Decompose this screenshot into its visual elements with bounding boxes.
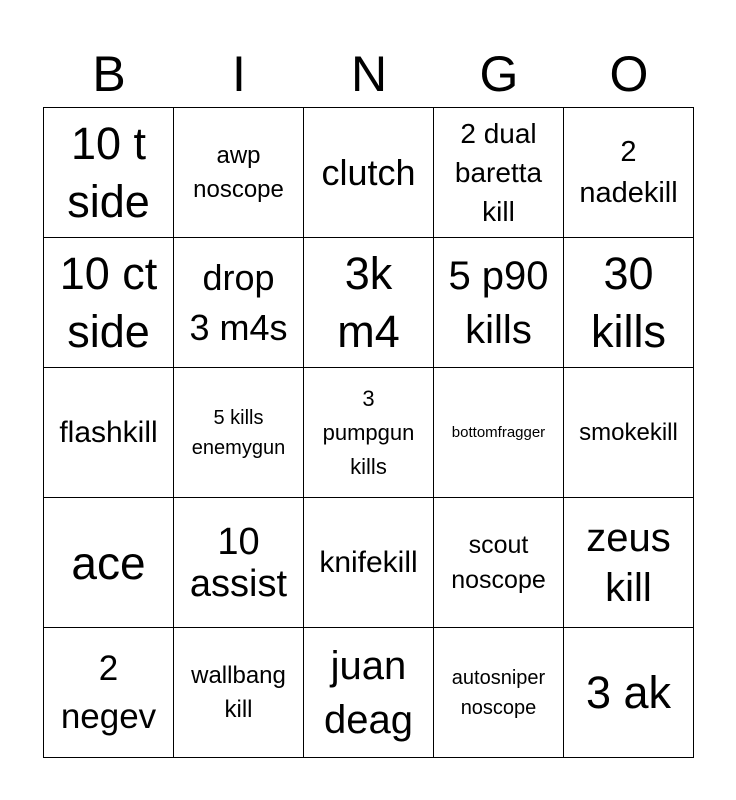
header-letter-g: G: [479, 46, 519, 102]
cell-text: wallbang kill: [191, 661, 286, 723]
bingo-cell-r3c2[interactable]: [174, 368, 304, 498]
bingo-cell-r4c4[interactable]: [434, 498, 564, 628]
cell-text: 2 nadekill: [579, 135, 678, 209]
cell-text: 3 ak: [585, 666, 672, 718]
cell-text: 30 kills: [591, 247, 666, 357]
bingo-cell-r3c1[interactable]: [44, 368, 174, 498]
bingo-cell-r3c4[interactable]: [434, 368, 564, 498]
bingo-cell-r4c1[interactable]: [44, 498, 174, 628]
bingo-cell-r2c1[interactable]: [44, 238, 174, 368]
bingo-cell-r3c3[interactable]: [304, 368, 434, 498]
cell-text: awp noscope: [193, 141, 284, 203]
bingo-cell-r4c3[interactable]: [304, 498, 434, 628]
cell-text: 3k m4: [337, 247, 400, 357]
bingo-cell-r3c5[interactable]: [564, 368, 694, 498]
bingo-cell-r2c5[interactable]: [564, 238, 694, 368]
cell-text: flashkill: [59, 415, 158, 449]
cell-text: juan deag: [324, 643, 413, 742]
cell-text: zeus kill: [586, 515, 671, 610]
cell-text: autosniper noscope: [451, 666, 546, 719]
bingo-cell-r4c2[interactable]: [174, 498, 304, 628]
bingo-cell-r5c3[interactable]: [304, 628, 434, 758]
cell-text: 5 p90 kills: [448, 253, 549, 352]
cell-text: 5 kills enemygun: [191, 406, 286, 459]
cell-text: bottomfragger: [451, 423, 546, 441]
cell-text: ace: [71, 536, 146, 589]
header-letter-n: N: [350, 46, 388, 102]
bingo-cell-r1c3[interactable]: [304, 108, 434, 238]
cell-text: 2 negev: [60, 648, 157, 736]
bingo-board: [43, 107, 694, 758]
cell-text: 10 ct side: [59, 247, 158, 357]
cell-text: scout noscope: [451, 530, 546, 594]
bingo-cell-r5c5[interactable]: [564, 628, 694, 758]
cell-text: 10 t side: [67, 117, 150, 227]
bingo-cell-r4c5[interactable]: [564, 498, 694, 628]
bingo-cell-r5c2[interactable]: [174, 628, 304, 758]
cell-text: smokekill: [579, 418, 678, 446]
bingo-cell-r1c5[interactable]: [564, 108, 694, 238]
header-letter-i: I: [232, 46, 246, 102]
bingo-cell-r2c4[interactable]: [434, 238, 564, 368]
bingo-cell-r2c2[interactable]: [174, 238, 304, 368]
cell-text: drop 3 m4s: [189, 256, 288, 348]
cell-text: 2 dual baretta kill: [454, 118, 543, 227]
bingo-cell-r1c2[interactable]: [174, 108, 304, 238]
cell-text: knifekill: [319, 545, 418, 579]
bingo-cell-r5c1[interactable]: [44, 628, 174, 758]
header-letter-b: B: [92, 46, 126, 102]
bingo-cell-r1c1[interactable]: [44, 108, 174, 238]
bingo-cell-r1c4[interactable]: [434, 108, 564, 238]
bingo-cell-r5c4[interactable]: [434, 628, 564, 758]
bingo-header: [44, 40, 694, 108]
cell-text: 10 assist: [189, 520, 288, 605]
cell-text: clutch: [321, 151, 416, 193]
cell-text: 3 pumpgun kills: [322, 385, 415, 479]
header-letter-o: O: [609, 46, 649, 102]
bingo-cell-r2c3[interactable]: [304, 238, 434, 368]
